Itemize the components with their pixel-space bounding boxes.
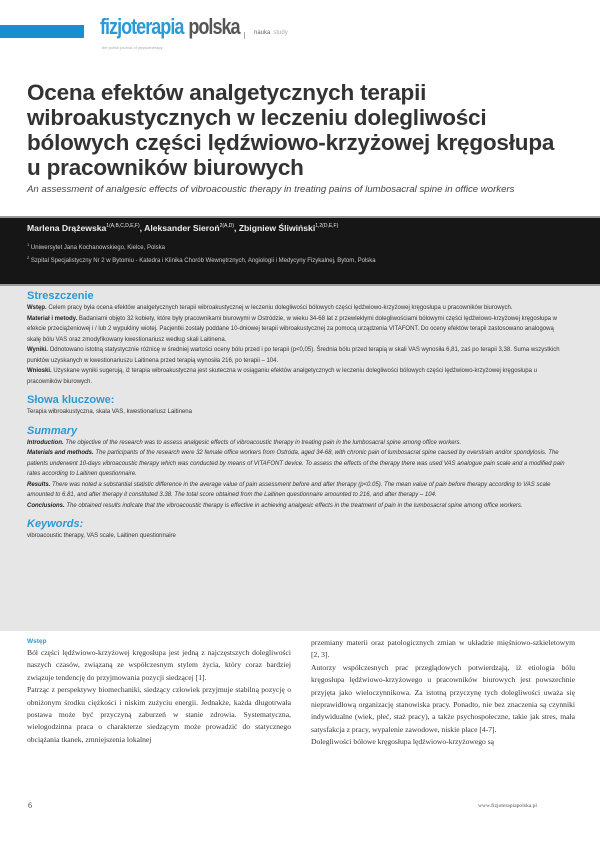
abstract-text: Odnotowano istotną statystycznie różnicę w średniej wartości oceny bólu przed i po terapii (p<0,05). Średnia bólu przed terapią w skali VAS wynosiła 6,81, zaś po terapii 3,38. Suma wszystkich punktów uzyskanych w kwestionariuszu Laitinena przed terapią wynosiła 216, po terapii – 104. — [27, 347, 560, 364]
header-divider — [244, 32, 245, 39]
body-column-right — [311, 637, 575, 749]
author-contribution: 2(A,D) — [219, 223, 235, 230]
abstract-label: Materiał i metody. — [27, 315, 78, 322]
body-paragraph: Autorzy współczesnych prac przeglądowych potwierdzają, iż etiologia bólu kręgosłupa lędźwiowo-krzyżowego u pracowników biurowych jest powszechnie przyjęta jako wieloczynnikowa. Za istotną przyczynę tych dolegliwości uważa się nieprawidłową organizację stanowiska pracy. Ponadto, nie bez znaczenia są czynniki indywidualne (wiek, płeć, staż pracy), a także psychospołeczne, takie jak stres, mała satysfakcja z pracy, wypalenie zawodowe, niskie płace [4-7]. — [311, 662, 575, 734]
affiliation-number: 1 — [27, 242, 30, 247]
abstract-pl-item — [27, 314, 567, 346]
body-paragraph: Dolegliwości bólowe kręgosłupa lędźwiowo-krzyżowego są — [311, 737, 495, 747]
author-name: Aleksander Sieroń — [144, 223, 220, 233]
affiliation-number: 2 — [27, 255, 30, 260]
abstract-en-heading: Summary — [27, 424, 78, 437]
abstract-panel — [0, 286, 600, 631]
abstract-pl-item — [27, 303, 567, 314]
abstract-text: Badaniami objęto 32 kobiety, które były pracownikami biurowymi w Ostródzie, w wieku 34-68 lat z przewlekłymi dolegliwościami bólowymi części lędźwiowo-krzyżowej kręgosłupa w efekcie przeciążeniowej i / lub 2 wypukliny wiotej. Pacjentki zostały poddane 10-dniowej terapii wibroakustycznej za pomocą urządzenia VITAFONT. Do oceny efektów terapii zastosowano analogową skalę bólu VAS oraz zmodyfikowany kwestionariusz według skali Laitinena. — [27, 315, 557, 343]
author-name: Zbigniew Śliwiński — [238, 223, 316, 233]
body-paragraph: Ból części lędźwiowo-krzyżowej kręgosłupa jest jedną z najczęstszych dolegliwości naszych czasów, związaną ze współczesnym stylem życia, który coraz bardziej związuje tendencję do przyjmowania pozycji siedzącej [1]. — [27, 648, 291, 682]
abstract-en-item — [27, 501, 567, 512]
abstract-label: Introduction. — [27, 439, 64, 446]
section-suffix: study — [273, 30, 288, 36]
affiliation — [27, 251, 567, 268]
body-column-left — [27, 637, 291, 746]
abstract-label: Wstęp. — [27, 305, 47, 311]
abstract-text: The objective of the research was to assess analgesic effects of vibroacoustic therapy in treating pain in the lumbosacral spine among office workers. — [65, 439, 462, 446]
abstract-pl-heading: Streszczenie — [27, 290, 94, 302]
logo-part-polska: polska — [188, 14, 240, 39]
abstract-text: The participants of the research were 32 female office workers from Ostróda, aged 34-68, with chronic pain of lumbosacral spine caused by overstrain and/or spondylosis. The patients underwent 10-days vibroacoustic therapy which was conducted by means of VITAFONT device. To assess the effects of the therapy there was used VAS analogue pain scale and a modified pain rates according to Laitinen questionnaire. — [27, 450, 565, 477]
journal-tagline: the polish journal of physiotherapy — [102, 45, 163, 50]
affiliation-text: Szpital Specjalistyczny Nr 2 w Bytomiu - Katedra i Klinika Chorób Wewnętrznych, Angiologii i Medycyny Fizykalnej, Bytom, Polska — [30, 258, 376, 264]
header-accent-bar — [0, 25, 84, 38]
body-paragraph: przemiany materii oraz patologicznych zmian w układzie mięśniowo-szkieletowym [2, 3]. — [311, 638, 575, 660]
author-contribution: 1,2(D,E,F) — [315, 223, 339, 230]
abstract-text: The obtained results indicate that the vibroacoustic therapy is effective in achieving analgesic effects in the treatment of pain in the lumbosacral spine among office workers. — [66, 502, 523, 509]
abstract-en-item — [27, 480, 567, 501]
body-paragraph: Patrząc z perspektywy biomechaniki, siedzący człowiek przyjmuje stabilną pozycję o obniżonym środku ciężkości i niskim zużyciu energii. Jednakże, każda długotrwała postawa może być przyczyną zaburzeń w stanie zdrowia. Systematyczna, wielogodzinna praca o charakterze siedzącym może prowadzić do statycznego obciążania tkanek, zmniejszenia lokalnej — [27, 685, 291, 744]
abstract-label: Wyniki. — [27, 347, 48, 353]
affiliation-text: Uniwersytet Jana Kochanowskiego, Kielce, Polska — [30, 245, 165, 251]
keywords-en-heading: Keywords: — [27, 518, 84, 530]
abstract-pl-item — [27, 366, 567, 387]
section-name: nauka — [254, 30, 271, 36]
logo-part-fizjoterapia: fizjoterapia — [100, 14, 184, 39]
keywords-en: vibroacoustic therapy, VAS scale, Laitinen questionnaire — [27, 533, 176, 539]
journal-header — [0, 0, 600, 60]
article-title: Ocena efektów analgetycznych terapii wibroakustycznych w leczeniu dolegliwości bólowych części lędźwiowo-krzyżowej kręgosłupa u pracowników biurowych — [27, 80, 555, 180]
page-number: 6 — [28, 801, 32, 810]
abstract-label: Materials and methods. — [27, 450, 94, 456]
authors-panel — [0, 216, 600, 286]
abstract-pl-item — [27, 345, 567, 366]
abstract-text: Celem pracy była ocena efektów analgetycznych terapii wibroakustycznej w leczeniu dolegliwości bólowych części lędźwiowo-krzyżowej kręgosłupa u pracowników biurowych. — [48, 305, 513, 311]
abstract-text: Uzyskane wyniki sugerują, iż terapia wibroakustyczna jest skuteczna w osiąganiu efektów analgetycznych w leczeniu dolegliwości bólowych części lędźwiowo-krzyżowej kręgosłupa u pracowników biurowych. — [27, 368, 537, 385]
abstract-en-item — [27, 438, 567, 449]
abstract-label: Results. — [27, 481, 51, 488]
author-list: Marlena Drążewska$^{1(A,B,C,D,E,F)}$, Aleksander Sieroń$^{2(A,D)}$, Zbigniew Śliwiński$^{1,2(D,E,F)}$ — [27, 223, 339, 233]
author-contribution: 1(A,B,C,D,E,F) — [106, 223, 140, 230]
abstract-en-item — [27, 448, 567, 480]
journal-logo — [100, 14, 240, 40]
abstract-label: Conclusions. — [27, 502, 65, 509]
author-name: Marlena Drążewska — [27, 223, 107, 233]
abstract-label: Wnioski. — [27, 368, 52, 374]
intro-heading: Wstęp — [27, 638, 47, 645]
keywords-pl-heading: Słowa kluczowe: — [27, 394, 115, 406]
abstract-text: There was noted a substantial statistic difference in the average value of pain assessment before and after therapy (p<0.05). The mean value of pain before therapy according to VAS scale amounted to 6.81, and after therapy it constituted 3.38. The total score obtained from the Laitinen questionnaire amounted to 216, and after therapy – 104. — [27, 481, 551, 498]
keywords-pl: Terapia wibroakustyczna, skala VAS, kwestionariusz Laitinena — [27, 409, 192, 415]
section-label — [254, 30, 288, 36]
article-title-english: An assessment of analgesic effects of vibroacoustic therapy in treating pains of lumbosacral spine in office workers — [27, 184, 515, 195]
journal-website: www.fizjoterapiapolska.pl — [478, 803, 537, 809]
